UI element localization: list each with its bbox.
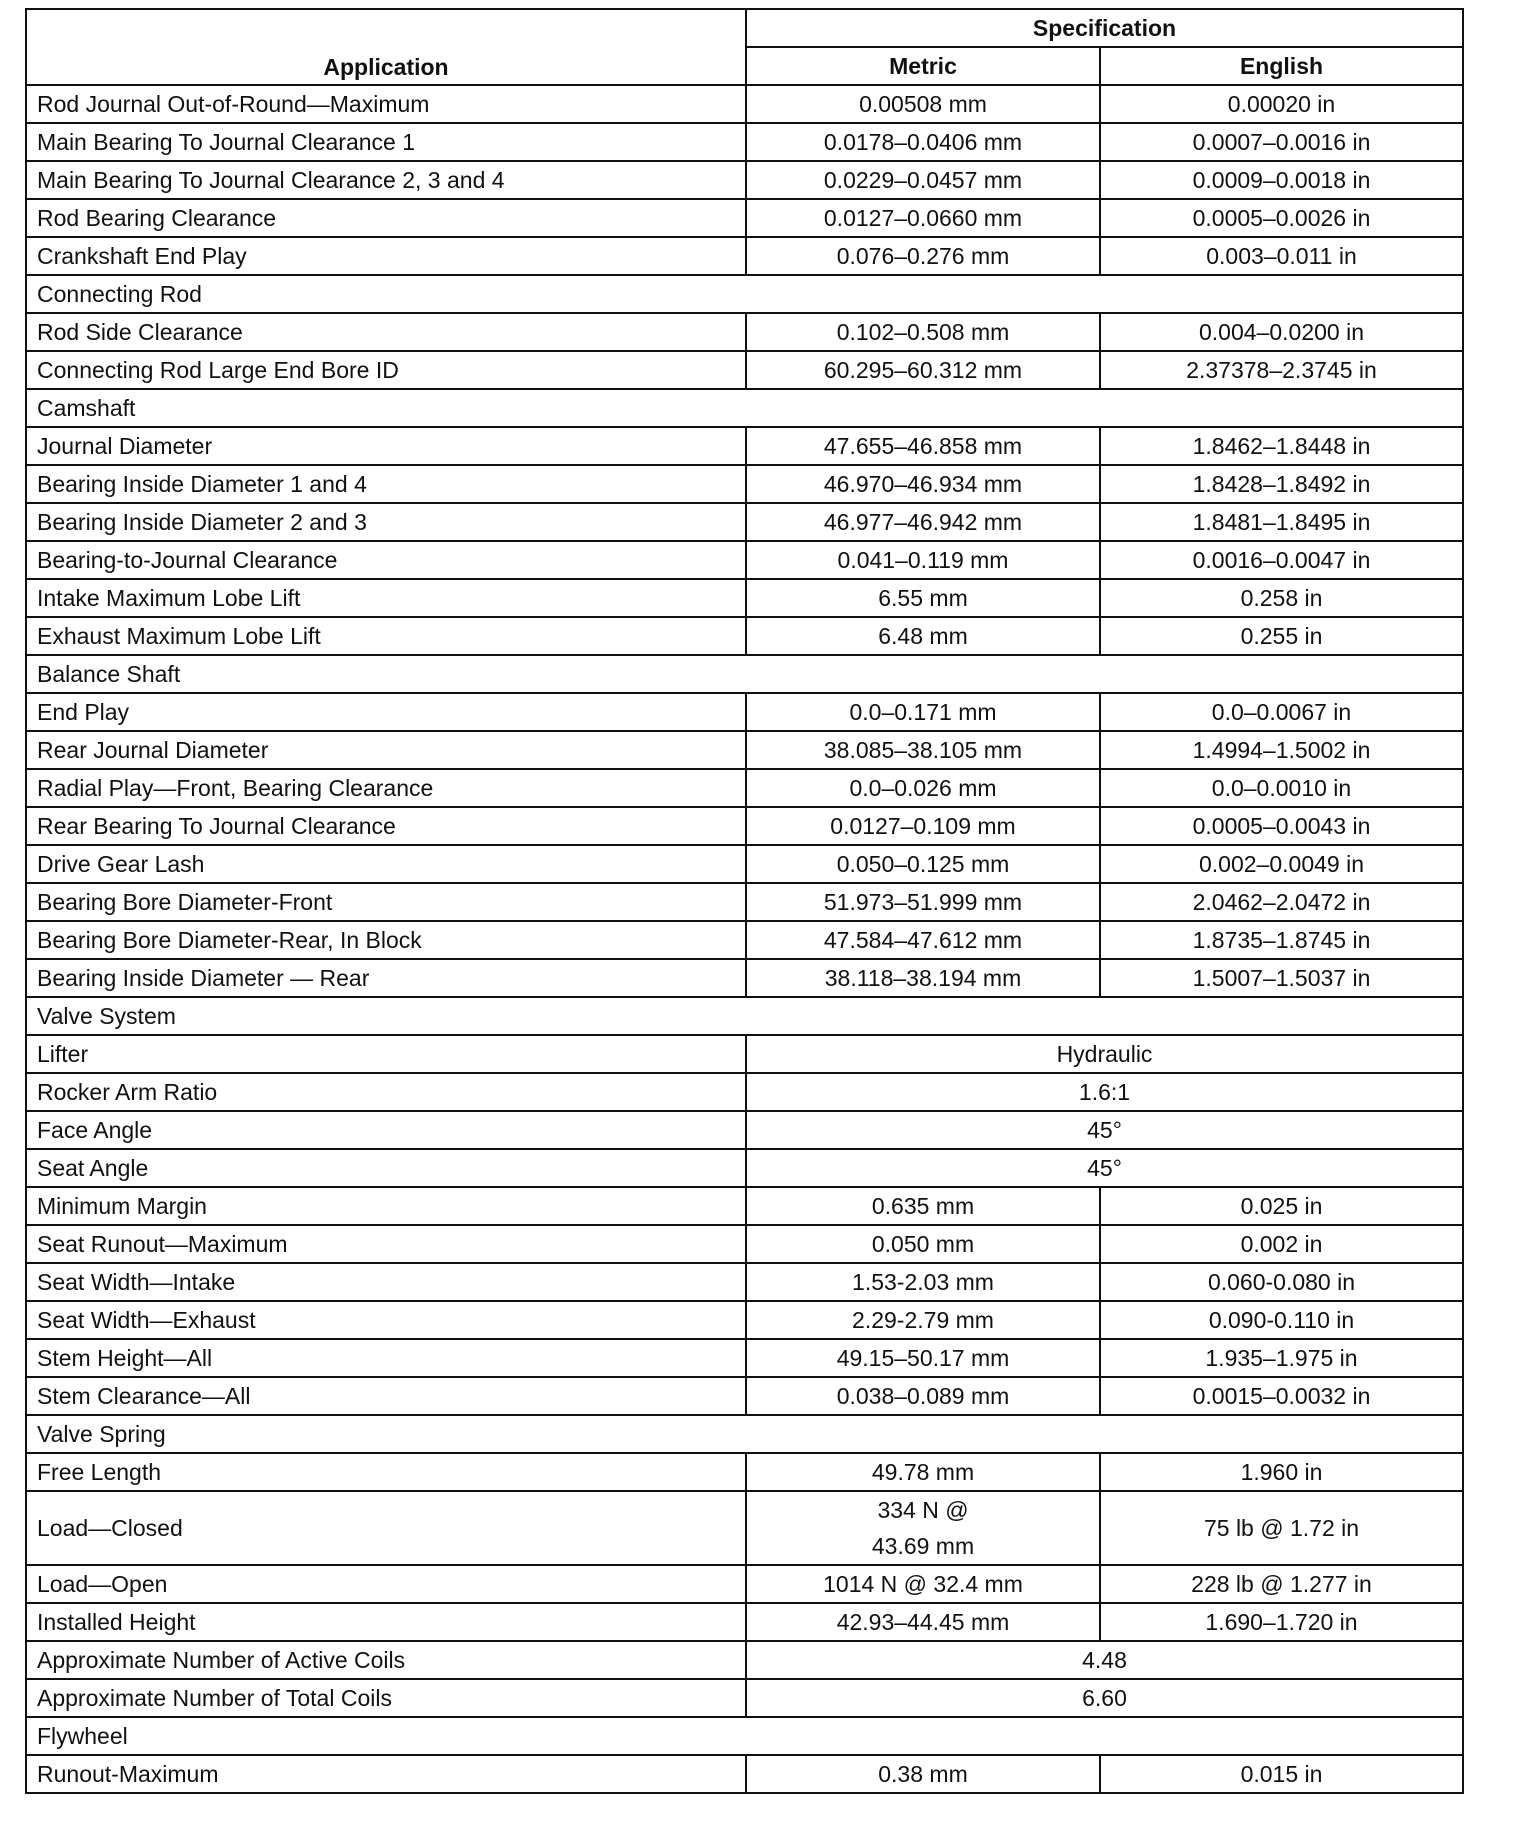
- section-title: Valve System: [26, 997, 1463, 1035]
- spec-row: [26, 1603, 1463, 1641]
- application-cell: Stem Clearance—All: [26, 1377, 746, 1415]
- english-cell: 0.00020 in: [1100, 85, 1463, 123]
- english-cell: 1.690–1.720 in: [1100, 1603, 1463, 1641]
- english-cell: 0.0015–0.0032 in: [1100, 1377, 1463, 1415]
- spec-row: [26, 503, 1463, 541]
- application-cell: Rocker Arm Ratio: [26, 1073, 746, 1111]
- spec-value-cell: 45°: [746, 1111, 1463, 1149]
- metric-cell: 0.038–0.089 mm: [746, 1377, 1100, 1415]
- spec-row: [26, 1453, 1463, 1491]
- application-cell: Minimum Margin: [26, 1187, 746, 1225]
- spec-value-cell: Hydraulic: [746, 1035, 1463, 1073]
- english-cell: 0.0009–0.0018 in: [1100, 161, 1463, 199]
- spec-row: [26, 1263, 1463, 1301]
- english-cell: 0.002 in: [1100, 1225, 1463, 1263]
- application-cell: Exhaust Maximum Lobe Lift: [26, 617, 746, 655]
- spec-row: [26, 579, 1463, 617]
- english-cell: 0.0–0.0067 in: [1100, 693, 1463, 731]
- spec-row: [26, 1491, 1463, 1565]
- application-cell: Load—Closed: [26, 1491, 746, 1565]
- section-title: Balance Shaft: [26, 655, 1463, 693]
- spec-value-cell: 6.60: [746, 1679, 1463, 1717]
- metric-cell: 0.0229–0.0457 mm: [746, 161, 1100, 199]
- spec-row: [26, 1187, 1463, 1225]
- application-cell: Radial Play—Front, Bearing Clearance: [26, 769, 746, 807]
- spec-row: [26, 1111, 1463, 1149]
- application-cell: Seat Runout—Maximum: [26, 1225, 746, 1263]
- metric-cell: 2.29-2.79 mm: [746, 1301, 1100, 1339]
- spec-row: [26, 1565, 1463, 1603]
- spec-row: [26, 351, 1463, 389]
- application-cell: Main Bearing To Journal Clearance 2, 3 and 4: [26, 161, 746, 199]
- application-cell: Seat Angle: [26, 1149, 746, 1187]
- metric-cell: 46.977–46.942 mm: [746, 503, 1100, 541]
- application-cell: Bearing Bore Diameter-Front: [26, 883, 746, 921]
- english-cell: 0.002–0.0049 in: [1100, 845, 1463, 883]
- application-cell: Connecting Rod Large End Bore ID: [26, 351, 746, 389]
- spec-row: [26, 1073, 1463, 1111]
- metric-cell: 6.48 mm: [746, 617, 1100, 655]
- application-cell: Crankshaft End Play: [26, 237, 746, 275]
- section-row: [26, 997, 1463, 1035]
- spec-row: [26, 1679, 1463, 1717]
- section-row: [26, 389, 1463, 427]
- spec-row: [26, 617, 1463, 655]
- metric-cell: 47.584–47.612 mm: [746, 921, 1100, 959]
- application-cell: Free Length: [26, 1453, 746, 1491]
- spec-row: [26, 1301, 1463, 1339]
- spec-row: [26, 1339, 1463, 1377]
- section-row: [26, 1415, 1463, 1453]
- metric-cell: 0.38 mm: [746, 1755, 1100, 1793]
- metric-line: 334 N @: [877, 1497, 969, 1523]
- spec-row: [26, 541, 1463, 579]
- application-cell: Approximate Number of Active Coils: [26, 1641, 746, 1679]
- metric-cell: 49.78 mm: [746, 1453, 1100, 1491]
- spec-row: [26, 1149, 1463, 1187]
- spec-row: [26, 693, 1463, 731]
- metric-cell: 0.0–0.171 mm: [746, 693, 1100, 731]
- metric-cell: 49.15–50.17 mm: [746, 1339, 1100, 1377]
- spec-row: [26, 731, 1463, 769]
- english-cell: 0.015 in: [1100, 1755, 1463, 1793]
- spec-row: [26, 883, 1463, 921]
- section-row: [26, 655, 1463, 693]
- english-cell: 0.0005–0.0026 in: [1100, 199, 1463, 237]
- english-cell: 0.025 in: [1100, 1187, 1463, 1225]
- metric-cell: 0.102–0.508 mm: [746, 313, 1100, 351]
- application-cell: Installed Height: [26, 1603, 746, 1641]
- metric-cell: [746, 1491, 1100, 1565]
- spec-value-cell: 4.48: [746, 1641, 1463, 1679]
- spec-row: [26, 1035, 1463, 1073]
- english-cell: 1.5007–1.5037 in: [1100, 959, 1463, 997]
- application-cell: Bearing-to-Journal Clearance: [26, 541, 746, 579]
- application-cell: Stem Height—All: [26, 1339, 746, 1377]
- metric-cell: 51.973–51.999 mm: [746, 883, 1100, 921]
- english-cell: 228 lb @ 1.277 in: [1100, 1565, 1463, 1603]
- english-cell: 0.258 in: [1100, 579, 1463, 617]
- metric-cell: 6.55 mm: [746, 579, 1100, 617]
- metric-cell: 46.970–46.934 mm: [746, 465, 1100, 503]
- header-english: English: [1100, 47, 1463, 85]
- english-cell: 2.37378–2.3745 in: [1100, 351, 1463, 389]
- english-cell: 75 lb @ 1.72 in: [1100, 1491, 1463, 1565]
- english-cell: 1.960 in: [1100, 1453, 1463, 1491]
- spec-row: [26, 85, 1463, 123]
- spec-row: [26, 161, 1463, 199]
- metric-cell: 0.050 mm: [746, 1225, 1100, 1263]
- metric-line: 43.69 mm: [871, 1533, 975, 1559]
- metric-cell: 0.00508 mm: [746, 85, 1100, 123]
- english-cell: 0.004–0.0200 in: [1100, 313, 1463, 351]
- section-row: [26, 275, 1463, 313]
- metric-cell: 1.53-2.03 mm: [746, 1263, 1100, 1301]
- application-cell: Intake Maximum Lobe Lift: [26, 579, 746, 617]
- english-cell: 2.0462–2.0472 in: [1100, 883, 1463, 921]
- spec-row: [26, 845, 1463, 883]
- english-cell: 0.0007–0.0016 in: [1100, 123, 1463, 161]
- header-metric: Metric: [746, 47, 1100, 85]
- spec-row: [26, 465, 1463, 503]
- english-cell: 0.0005–0.0043 in: [1100, 807, 1463, 845]
- application-cell: Face Angle: [26, 1111, 746, 1149]
- application-cell: Drive Gear Lash: [26, 845, 746, 883]
- application-cell: Rear Bearing To Journal Clearance: [26, 807, 746, 845]
- application-cell: Approximate Number of Total Coils: [26, 1679, 746, 1717]
- section-row: [26, 1717, 1463, 1755]
- spec-row: [26, 1377, 1463, 1415]
- metric-cell: 0.635 mm: [746, 1187, 1100, 1225]
- spec-table: [25, 8, 1464, 1794]
- application-cell: Rear Journal Diameter: [26, 731, 746, 769]
- english-cell: 1.8481–1.8495 in: [1100, 503, 1463, 541]
- metric-cell: 0.076–0.276 mm: [746, 237, 1100, 275]
- application-cell: Load—Open: [26, 1565, 746, 1603]
- application-cell: Journal Diameter: [26, 427, 746, 465]
- english-cell: 0.060-0.080 in: [1100, 1263, 1463, 1301]
- spec-row: [26, 769, 1463, 807]
- spec-value-cell: 45°: [746, 1149, 1463, 1187]
- spec-row: [26, 1755, 1463, 1793]
- english-cell: 1.935–1.975 in: [1100, 1339, 1463, 1377]
- header-specification: Specification: [746, 9, 1463, 47]
- english-cell: 1.8462–1.8448 in: [1100, 427, 1463, 465]
- spec-row: [26, 959, 1463, 997]
- spec-row: [26, 123, 1463, 161]
- application-cell: Lifter: [26, 1035, 746, 1073]
- metric-cell: 0.050–0.125 mm: [746, 845, 1100, 883]
- metric-cell: 47.655–46.858 mm: [746, 427, 1100, 465]
- spec-row: [26, 921, 1463, 959]
- application-cell: Bearing Inside Diameter 1 and 4: [26, 465, 746, 503]
- application-cell: Seat Width—Intake: [26, 1263, 746, 1301]
- english-cell: 1.8428–1.8492 in: [1100, 465, 1463, 503]
- metric-cell: 0.0178–0.0406 mm: [746, 123, 1100, 161]
- application-cell: Rod Side Clearance: [26, 313, 746, 351]
- spec-row: [26, 427, 1463, 465]
- header-application: Application: [26, 9, 746, 85]
- spec-row: [26, 313, 1463, 351]
- application-cell: Main Bearing To Journal Clearance 1: [26, 123, 746, 161]
- metric-cell: 38.118–38.194 mm: [746, 959, 1100, 997]
- header-row-top: [26, 9, 1463, 47]
- metric-cell: 38.085–38.105 mm: [746, 731, 1100, 769]
- application-cell: End Play: [26, 693, 746, 731]
- english-cell: 0.255 in: [1100, 617, 1463, 655]
- metric-cell: 60.295–60.312 mm: [746, 351, 1100, 389]
- metric-cell: 42.93–44.45 mm: [746, 1603, 1100, 1641]
- english-cell: 1.4994–1.5002 in: [1100, 731, 1463, 769]
- metric-cell: 0.041–0.119 mm: [746, 541, 1100, 579]
- english-cell: 1.8735–1.8745 in: [1100, 921, 1463, 959]
- application-cell: Bearing Inside Diameter 2 and 3: [26, 503, 746, 541]
- english-cell: 0.0016–0.0047 in: [1100, 541, 1463, 579]
- spec-value-cell: 1.6:1: [746, 1073, 1463, 1111]
- section-title: Valve Spring: [26, 1415, 1463, 1453]
- spec-row: [26, 237, 1463, 275]
- english-cell: 0.003–0.011 in: [1100, 237, 1463, 275]
- section-title: Connecting Rod: [26, 275, 1463, 313]
- application-cell: Rod Journal Out-of-Round—Maximum: [26, 85, 746, 123]
- english-cell: 0.090-0.110 in: [1100, 1301, 1463, 1339]
- section-title: Camshaft: [26, 389, 1463, 427]
- application-cell: Bearing Inside Diameter — Rear: [26, 959, 746, 997]
- application-cell: Runout-Maximum: [26, 1755, 746, 1793]
- spec-row: [26, 1225, 1463, 1263]
- spec-body: [26, 85, 1463, 1793]
- english-cell: 0.0–0.0010 in: [1100, 769, 1463, 807]
- spec-row: [26, 199, 1463, 237]
- application-cell: Seat Width—Exhaust: [26, 1301, 746, 1339]
- section-title: Flywheel: [26, 1717, 1463, 1755]
- application-cell: Bearing Bore Diameter-Rear, In Block: [26, 921, 746, 959]
- spec-row: [26, 1641, 1463, 1679]
- metric-cell: 0.0127–0.0660 mm: [746, 199, 1100, 237]
- spec-row: [26, 807, 1463, 845]
- metric-cell: 0.0–0.026 mm: [746, 769, 1100, 807]
- application-cell: Rod Bearing Clearance: [26, 199, 746, 237]
- metric-cell: 0.0127–0.109 mm: [746, 807, 1100, 845]
- metric-cell: 1014 N @ 32.4 mm: [746, 1565, 1100, 1603]
